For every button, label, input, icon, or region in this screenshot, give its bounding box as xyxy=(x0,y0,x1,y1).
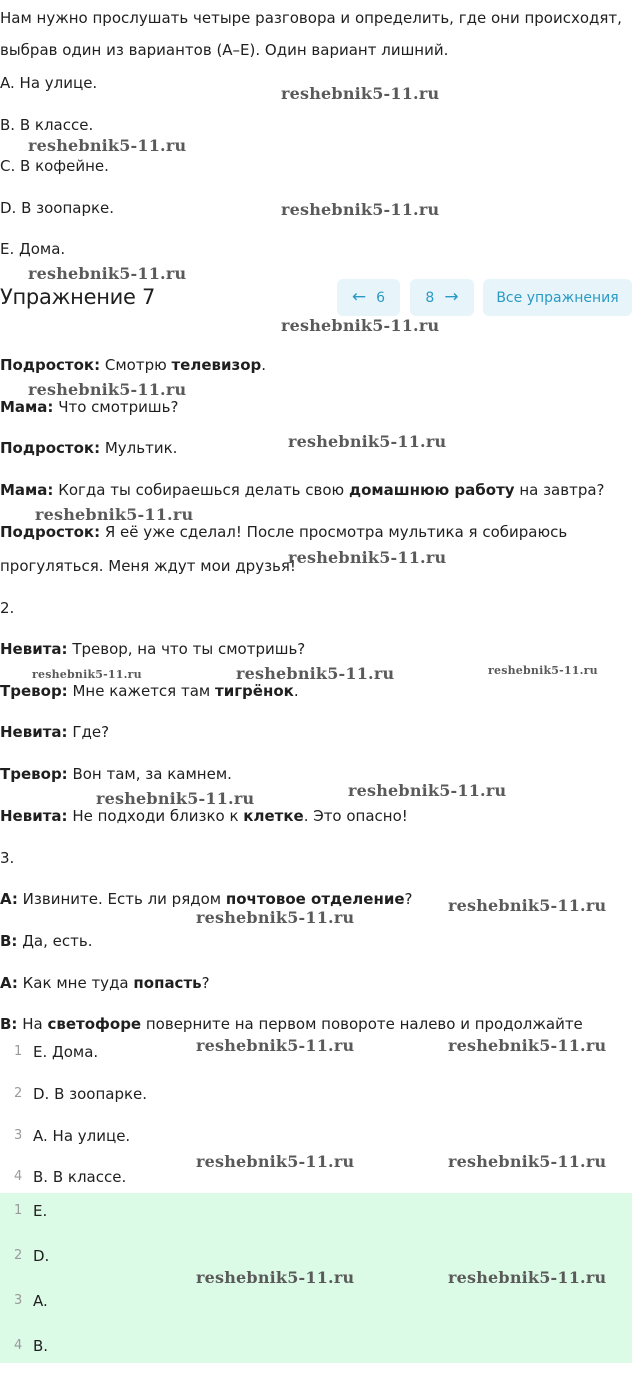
line-text: Где? xyxy=(67,723,110,741)
watermark: reshebnik5-11.ru xyxy=(35,505,194,524)
speaker: Мама: xyxy=(0,481,54,499)
intro-line-1: Нам нужно прослушать четыре разговора и определить, где они происходят, xyxy=(0,9,622,27)
line-text: на завтра? xyxy=(514,481,605,499)
option-a: A. На улице. xyxy=(0,74,98,92)
dialogue1-line-4 xyxy=(0,480,605,500)
keyword: телевизор xyxy=(171,356,262,374)
line-text: Вон там, за камнем. xyxy=(67,765,232,783)
line-text: Я её уже сделал! После просмотра мультика я собираюсь xyxy=(100,523,568,541)
watermark: reshebnik5-11.ru xyxy=(448,896,607,915)
option-b: B. В классе. xyxy=(0,116,94,134)
keyword: клетке xyxy=(243,807,304,825)
line-text: ? xyxy=(404,890,413,908)
list-item-number: 1 xyxy=(14,1044,23,1059)
speaker: Подросток: xyxy=(0,356,101,374)
speaker: A: xyxy=(0,890,18,908)
watermark: reshebnik5-11.ru xyxy=(96,789,255,808)
keyword: попасть xyxy=(133,974,202,992)
line-text: Извините. Есть ли рядом xyxy=(17,890,226,908)
watermark: reshebnik5-11.ru xyxy=(348,781,507,800)
line-text: поверните на первом повороте налево и продолжайте xyxy=(141,1015,583,1033)
line-text: Мультик. xyxy=(100,439,178,457)
keyword: тигрёнок xyxy=(215,682,294,700)
answer-item: B. xyxy=(33,1337,49,1355)
line-text: ? xyxy=(201,974,210,992)
dialogue1-line-5 xyxy=(0,522,567,542)
dialogue3-line-2 xyxy=(0,931,92,951)
dialogue2-line-5 xyxy=(0,806,408,826)
speaker: A: xyxy=(0,974,18,992)
prev-exercise-label: 6 xyxy=(376,289,386,306)
dialogue3-line-4 xyxy=(0,1014,583,1034)
dialogue1-line-6: прогуляться. Меня ждут мои друзья! xyxy=(0,557,296,575)
keyword: почтовое отделение xyxy=(225,890,405,908)
line-text: . xyxy=(261,356,267,374)
answers-block xyxy=(0,1193,632,1363)
section-3-number: 3. xyxy=(0,849,15,867)
watermark: reshebnik5-11.ru xyxy=(488,664,598,677)
watermark: reshebnik5-11.ru xyxy=(448,1036,607,1055)
watermark: reshebnik5-11.ru xyxy=(196,1152,355,1171)
line-text: Тревор, на что ты смотришь? xyxy=(67,640,306,658)
arrow-left-icon: ← xyxy=(351,287,367,307)
option-e: E. Дома. xyxy=(0,240,66,258)
speaker: Тревор: xyxy=(0,682,68,700)
watermark: reshebnik5-11.ru xyxy=(288,432,447,451)
dialogue2-line-4 xyxy=(0,764,232,784)
line-text: . Это опасно! xyxy=(303,807,408,825)
list-item-number: 3 xyxy=(14,1128,23,1143)
line-text: Что смотришь? xyxy=(53,398,179,416)
list-item: A. На улице. xyxy=(33,1127,131,1145)
watermark: reshebnik5-11.ru xyxy=(196,908,355,927)
list-item: B. В классе. xyxy=(33,1168,127,1186)
watermark: reshebnik5-11.ru xyxy=(288,548,447,567)
line-text: Мне кажется там xyxy=(67,682,215,700)
prev-exercise-button[interactable] xyxy=(337,279,400,316)
line-text: Смотрю xyxy=(100,356,172,374)
list-item-number: 2 xyxy=(14,1086,23,1101)
answer-number: 2 xyxy=(14,1248,23,1263)
speaker: Подросток: xyxy=(0,523,101,541)
watermark: reshebnik5-11.ru xyxy=(448,1152,607,1171)
dialogue1-line-3 xyxy=(0,438,177,458)
keyword: светофоре xyxy=(47,1015,142,1033)
watermark: reshebnik5-11.ru xyxy=(281,316,440,335)
intro-line-2: выбрав один из вариантов (A–E). Один вариант лишний. xyxy=(0,41,449,59)
option-d: D. В зоопарке. xyxy=(0,199,115,217)
line-text: Когда ты собираешься делать свою xyxy=(53,481,349,499)
watermark: reshebnik5-11.ru xyxy=(196,1036,355,1055)
dialogue1-line-2 xyxy=(0,397,178,417)
line-text: . xyxy=(293,682,299,700)
watermark: reshebnik5-11.ru xyxy=(28,264,187,283)
list-item: E. Дома. xyxy=(33,1043,99,1061)
answer-number: 3 xyxy=(14,1293,23,1308)
dialogue2-line-3 xyxy=(0,722,109,742)
next-exercise-label: 8 xyxy=(425,289,435,306)
watermark: reshebnik5-11.ru xyxy=(281,200,440,219)
watermark: reshebnik5-11.ru xyxy=(196,1268,355,1287)
answer-number: 1 xyxy=(14,1203,23,1218)
all-exercises-button[interactable] xyxy=(483,279,632,316)
dialogue3-line-1 xyxy=(0,889,412,909)
speaker: Невита: xyxy=(0,723,68,741)
dialogue3-line-3 xyxy=(0,973,210,993)
speaker: Мама: xyxy=(0,398,54,416)
speaker: B: xyxy=(0,932,18,950)
speaker: B: xyxy=(0,1015,18,1033)
watermark: reshebnik5-11.ru xyxy=(236,664,395,683)
watermark: reshebnik5-11.ru xyxy=(28,136,187,155)
watermark: reshebnik5-11.ru xyxy=(281,84,440,103)
all-exercises-label: Все упражнения xyxy=(496,289,619,306)
line-text: Не подходи близко к xyxy=(67,807,244,825)
next-exercise-button[interactable] xyxy=(410,279,474,316)
watermark: reshebnik5-11.ru xyxy=(448,1268,607,1287)
line-text: Да, есть. xyxy=(17,932,93,950)
option-c: C. В кофейне. xyxy=(0,157,109,175)
line-text: Как мне туда xyxy=(17,974,134,992)
exercise-title: Упражнение 7 xyxy=(0,285,156,309)
speaker: Тревор: xyxy=(0,765,68,783)
speaker: Невита: xyxy=(0,807,68,825)
watermark: reshebnik5-11.ru xyxy=(32,668,142,681)
answer-item: D. xyxy=(33,1247,50,1265)
arrow-right-icon: → xyxy=(444,287,459,307)
section-2-number: 2. xyxy=(0,599,15,617)
dialogue1-line-1 xyxy=(0,355,266,375)
answer-item: E. xyxy=(33,1202,48,1220)
line-text: На xyxy=(17,1015,48,1033)
dialogue2-line-2 xyxy=(0,681,299,701)
watermark: reshebnik5-11.ru xyxy=(28,380,187,399)
dialogue2-line-1 xyxy=(0,639,305,659)
keyword: домашнюю работу xyxy=(348,481,515,499)
list-item: D. В зоопарке. xyxy=(33,1085,148,1103)
list-item-number: 4 xyxy=(14,1169,23,1184)
answer-number: 4 xyxy=(14,1338,23,1353)
answer-item: A. xyxy=(33,1292,48,1310)
speaker: Подросток: xyxy=(0,439,101,457)
speaker: Невита: xyxy=(0,640,68,658)
